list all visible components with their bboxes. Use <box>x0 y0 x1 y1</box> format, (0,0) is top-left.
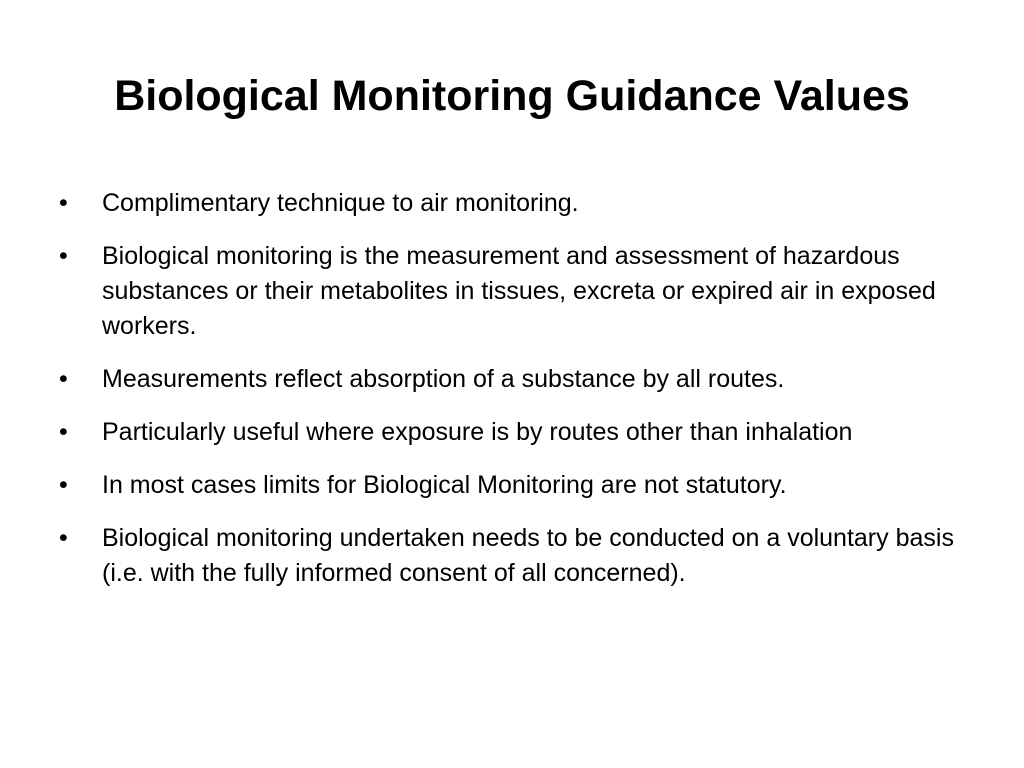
bullet-item <box>56 186 986 221</box>
bullet-dot-icon: • <box>59 418 68 446</box>
bullet-text: Complimentary technique to air monitoring. <box>102 189 579 217</box>
bullet-item <box>56 239 986 344</box>
bullet-text: Measurements reflect absorption of a substance by all routes. <box>102 365 785 393</box>
bullet-dot-icon: • <box>59 365 68 393</box>
bullet-dot-icon: • <box>59 471 68 499</box>
bullet-list <box>56 186 986 609</box>
bullet-dot-icon: • <box>59 524 68 552</box>
bullet-text: Particularly useful where exposure is by routes other than inhalation <box>102 418 853 446</box>
bullet-dot-icon: • <box>59 242 68 270</box>
bullet-text: Biological monitoring is the measurement and assessment of hazardous substances or their metabolites in tissues, excreta or expired air in exposed workers. <box>102 242 936 340</box>
bullet-text: Biological monitoring undertaken needs to be conducted on a voluntary basis (i.e. with the fully informed consent of all concerned). <box>102 524 954 587</box>
bullet-item <box>56 415 986 450</box>
bullet-dot-icon: • <box>59 189 68 217</box>
bullet-item <box>56 362 986 397</box>
slide-title: Biological Monitoring Guidance Values <box>114 72 910 120</box>
bullet-item <box>56 521 986 591</box>
bullet-text: In most cases limits for Biological Monitoring are not statutory. <box>102 471 787 499</box>
bullet-item <box>56 468 986 503</box>
